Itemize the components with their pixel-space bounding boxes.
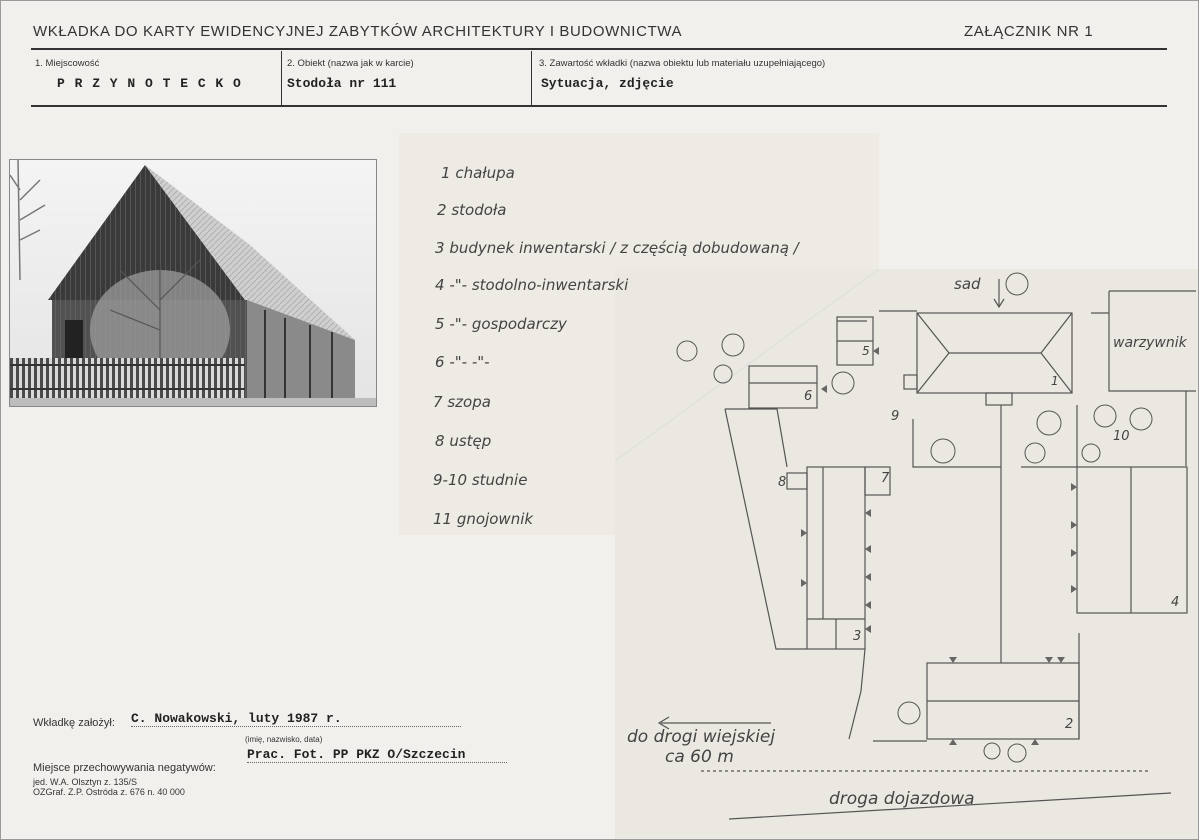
plan-num-10: 10: [1113, 429, 1130, 444]
plan-label-warzywnik: warzywnik: [1113, 335, 1187, 351]
print-info-2: OZGraf. Z.P. Ostróda z. 676 n. 40 000: [33, 787, 185, 797]
plan-num-1: 1: [1051, 374, 1059, 388]
legend-6: 6 -"- -"-: [435, 353, 490, 371]
building-8: [787, 473, 807, 489]
prepared-by-label: Wkładkę założył:: [33, 717, 115, 729]
legend-3: 3 budynek inwentarski / z częścią dobudowaną /: [435, 239, 799, 257]
field-1-value: P R Z Y N O T E C K O: [57, 76, 242, 91]
plan-num-2: 2: [1065, 717, 1074, 732]
print-info-1: jed. W.A. Olsztyn z. 135/S: [33, 777, 138, 787]
sheet-title: WKŁADKA DO KARTY EWIDENCYJNEJ ZABYTKÓW ARCHITEKTURY I BUDOWNICTWA: [33, 23, 683, 40]
field-2-label: 2. Obiekt (nazwa jak w karcie): [287, 58, 414, 69]
legend-4: 4 -"- stodolno-inwentarski: [435, 276, 629, 294]
field-3-value: Sytuacja, zdjęcie: [541, 76, 674, 91]
legend-2: 2 stodoła: [437, 201, 507, 219]
plan-label-sad: sad: [954, 275, 981, 293]
legend-8: 8 ustęp: [435, 432, 492, 450]
legend-9: 9-10 studnie: [433, 471, 528, 489]
legend-7: 7 szopa: [433, 393, 491, 411]
prepared-by-value: C. Nowakowski, luty 1987 r.: [131, 711, 461, 727]
plan-num-8: 8: [778, 475, 787, 490]
legend-1: 1 chałupa: [441, 164, 515, 182]
legend-10: 11 gnojownik: [433, 510, 534, 528]
plan-num-4: 4: [1171, 595, 1180, 610]
plan-label-to-road: do drogi wiejskiej: [627, 727, 776, 747]
field-3-label: 3. Zawartość wkładki (nazwa obiektu lub materiału uzupełniającego): [539, 58, 826, 69]
legend-5: 5 -"- gospodarczy: [435, 315, 567, 333]
plan-num-7: 7: [881, 471, 890, 486]
negatives-value: Prac. Fot. PP PKZ O/Szczecin: [247, 747, 507, 763]
plan-label-distance: ca 60 m: [665, 747, 734, 767]
plan-num-6: 6: [804, 389, 813, 404]
prepared-by-hint: (imię, nazwisko, data): [245, 735, 323, 744]
field-2-value: Stodoła nr 111: [287, 76, 397, 91]
plan-num-9: 9: [891, 409, 900, 424]
negatives-label: Miejsce przechowywania negatywów:: [33, 762, 216, 774]
plan-num-5: 5: [862, 344, 870, 358]
plan-label-access-road: droga dojazdowa: [829, 789, 975, 809]
building-4: [1077, 467, 1187, 613]
plan-num-3: 3: [853, 629, 862, 644]
field-1-label: 1. Miejscowość: [35, 58, 100, 69]
annex-number: ZAŁĄCZNIK NR 1: [964, 23, 1094, 40]
